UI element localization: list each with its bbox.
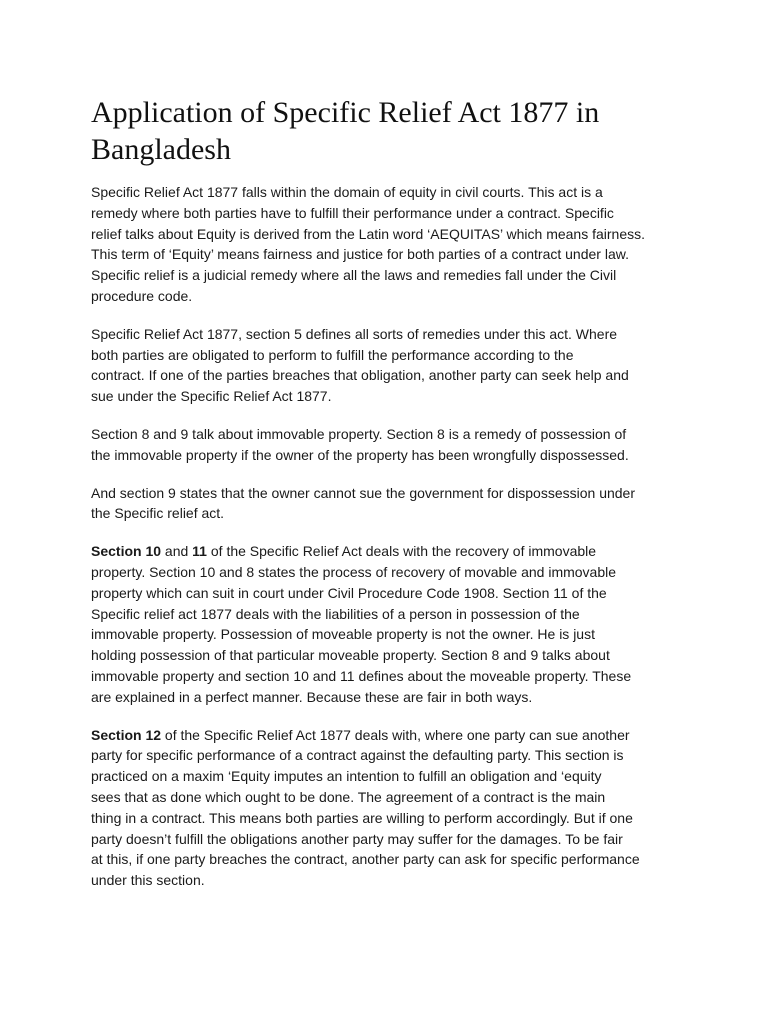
paragraph-line: practiced on a maxim ‘Equity imputes an intention to fulfill an obligation and ‘equity bbox=[91, 768, 602, 785]
paragraph-line: immovable property. Possession of moveable property is not the owner. He is just bbox=[91, 626, 595, 643]
inline-text: of the Specific Relief Act deals with the recovery of immovable bbox=[206, 543, 597, 560]
paragraph-line: relief talks about Equity is derived from the Latin word ‘AEQUITAS’ which means fairness. bbox=[91, 225, 646, 242]
paragraph-line: procedure code. bbox=[91, 287, 193, 304]
paragraph-line: This term of ‘Equity’ means fairness and justice for both parties of a contract under law. bbox=[91, 246, 629, 263]
paragraph-section-5 bbox=[91, 324, 691, 407]
paragraph-line: under this section. bbox=[91, 872, 205, 889]
paragraph-line: both parties are obligated to perform to fulfill the performance according to the bbox=[91, 346, 574, 363]
paragraph-section-8-9 bbox=[91, 424, 691, 466]
paragraph-line: sees that as done which ought to be done. The agreement of a contract is the main bbox=[91, 788, 606, 805]
paragraph-line: sue under the Specific Relief Act 1877. bbox=[91, 388, 332, 405]
paragraph-line: party doesn’t fulfill the obligations another party may suffer for the damages. To be fair bbox=[91, 830, 623, 847]
paragraph-section-10-11 bbox=[91, 541, 691, 707]
section-heading-inline: Section 12 bbox=[91, 726, 162, 743]
paragraph-line: the immovable property if the owner of the property has been wrongfully dispossessed. bbox=[91, 446, 629, 463]
inline-text: and bbox=[161, 543, 193, 560]
paragraph-line: are explained in a perfect manner. Because these are fair in both ways. bbox=[91, 688, 533, 705]
paragraph-section-12 bbox=[91, 725, 691, 891]
paragraph-equity-intro bbox=[91, 182, 691, 307]
document-content bbox=[91, 94, 691, 908]
paragraph-line: immovable property and section 10 and 11 defines about the moveable property. These bbox=[91, 667, 632, 684]
inline-text: of the Specific Relief Act 1877 deals with, where one party can sue another bbox=[161, 726, 630, 743]
paragraph-line: party for specific performance of a contract against the defaulting party. This section is bbox=[91, 747, 624, 764]
page-title: Application of Specific Relief Act 1877 in Bangladesh bbox=[91, 96, 600, 166]
paragraph-line: Specific Relief Act 1877, section 5 defines all sorts of remedies under this act. Where bbox=[91, 325, 618, 342]
paragraph-line: property which can suit in court under Civil Procedure Code 1908. Section 11 of the bbox=[91, 584, 607, 601]
paragraph-section-9 bbox=[91, 483, 691, 525]
paragraph-line: the Specific relief act. bbox=[91, 505, 225, 522]
paragraph-line: contract. If one of the parties breaches that obligation, another party can seek help and bbox=[91, 367, 629, 384]
paragraph-line: Specific relief act 1877 deals with the liabilities of a person in possession of the bbox=[91, 605, 580, 622]
section-heading-inline: 11 bbox=[192, 543, 207, 560]
section-heading-inline: Section 10 bbox=[91, 543, 162, 560]
paragraph-line: thing in a contract. This means both parties are willing to perform accordingly. But if one bbox=[91, 809, 633, 826]
paragraph-line: holding possession of that particular moveable property. Section 8 and 9 talks about bbox=[91, 647, 610, 664]
paragraph-line: Specific Relief Act 1877 falls within the domain of equity in civil courts. This act is a bbox=[91, 184, 603, 200]
paragraph-line: Specific relief is a judicial remedy where all the laws and remedies fall under the Civil bbox=[91, 267, 617, 284]
paragraph-line: remedy where both parties have to fulfill their performance under a contract. Specific bbox=[91, 204, 614, 221]
paragraph-line: property. Section 10 and 8 states the process of recovery of movable and immovable bbox=[91, 563, 617, 580]
paragraph-line: And section 9 states that the owner cannot sue the government for dispossession under bbox=[91, 484, 635, 501]
paragraph-line: at this, if one party breaches the contract, another party can ask for specific performance bbox=[91, 851, 640, 868]
paragraph-line: Section 8 and 9 talk about immovable property. Section 8 is a remedy of possession of bbox=[91, 425, 627, 442]
